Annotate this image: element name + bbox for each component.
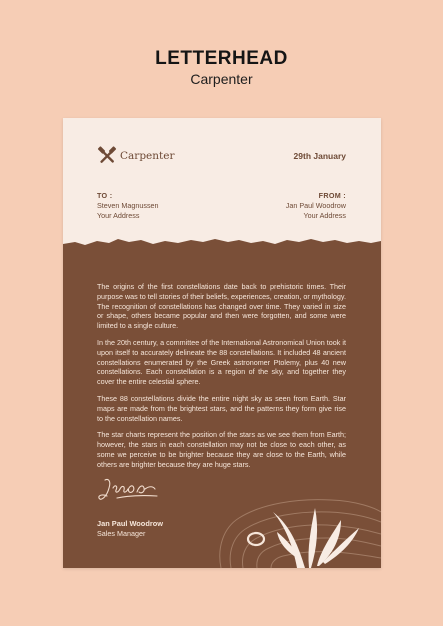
body-paragraph: These 88 constellations divide the entire night sky as seen from Earth. Star maps are made from the brightest stars, and the patterns they form give rise to the constellation names. bbox=[97, 393, 346, 423]
sender-name: Jan Paul Woodrow bbox=[285, 201, 346, 210]
sender-block bbox=[286, 191, 346, 221]
logo-text: Carpenter bbox=[120, 150, 175, 162]
from-label: FROM : bbox=[318, 191, 346, 200]
signatory-role: Sales Manager bbox=[97, 529, 146, 538]
letter-body bbox=[97, 282, 346, 477]
sender-address: Your Address bbox=[303, 211, 346, 220]
leaf-shapes bbox=[273, 508, 359, 568]
recipient-block bbox=[97, 191, 159, 221]
signatory-name: Jan Paul Woodrow bbox=[97, 519, 163, 528]
letterhead-sheet bbox=[63, 118, 381, 568]
body-paragraph: The star charts represent the position of the stars as we see them from Earth; however, the stars in each constellation may not be close to each other, as some we perceive to be brighter because they are close to the Earth, while others are brighter because they are huge stars. bbox=[97, 430, 346, 469]
body-paragraph: The origins of the first constellations date back to prehistoric times. Their purpose was to tell stories of their beliefs, experiences, creation, or mythology. The recognition of constellations has changed over time. They varied in size or shape, others became popular and then were forgotten, and some were limited to a single culture. bbox=[97, 282, 346, 331]
page-title: LETTERHEAD bbox=[155, 48, 288, 69]
body-paragraph: In the 20th century, a committee of the International Astronomical Union took it upon itself to accurately delineate the 88 constellations. It included 48 ancient constellations enumerated by the Greek astronomer Ptolemy, plus 40 new constellations. Each constellation is a region of the sky, and together they cover the entire celestial sphere. bbox=[97, 337, 346, 387]
company-logo bbox=[97, 146, 174, 166]
to-label: TO : bbox=[97, 191, 113, 200]
letter-header-area bbox=[63, 118, 381, 246]
botanical-decoration bbox=[213, 468, 381, 568]
page-subtitle: Carpenter bbox=[190, 71, 253, 87]
torn-paper-edge bbox=[63, 236, 381, 256]
crossed-hammers-icon bbox=[97, 146, 117, 166]
recipient-name: Steven Magnussen bbox=[97, 201, 159, 210]
handwritten-signature bbox=[97, 474, 161, 506]
letter-date: 29th January bbox=[293, 151, 346, 161]
recipient-address: Your Address bbox=[97, 211, 140, 220]
